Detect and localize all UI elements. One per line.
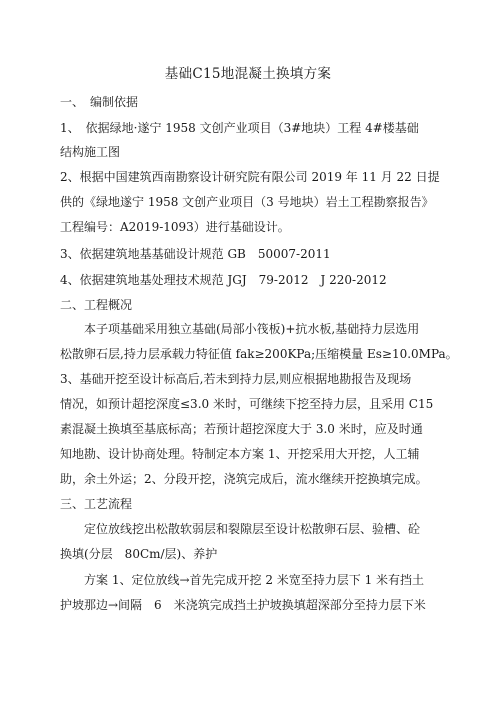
text-line: 松散卵石层,持力层承载力特征值 fak≥200KPa;压缩模量 Es≥10.0MPa。	[60, 347, 458, 361]
text-line: 结构施工图	[60, 145, 121, 159]
text-line: 3、基础开挖至设计标高后,若未到持力层,则应根据地勘报告及现场	[60, 372, 412, 386]
text-line: 知地勘、设计协商处理。特制定本方案 1、开挖采用大开挖，人工辅	[60, 447, 420, 461]
text-line: 助，余土外运；2、分段开挖，浇筑完成后，流水继续开挖换填完成。	[60, 472, 428, 486]
text-line: 3、依据建筑地基基础设计规范 GB 50007-2011	[60, 247, 331, 261]
text-line: 情况，如预计超挖深度≤3.0 米时，可继续下挖至持力层，且采用 C15	[60, 397, 434, 411]
text-line: 供的《绿地遂宁 1958 文创产业项目（3 号地块）岩土工程勘察报告》	[60, 195, 434, 209]
text-line: 换填(分层 80Cm/层)、养护	[60, 547, 218, 561]
text-line: 2、根据中国建筑西南勘察设计研究院有限公司 2019 年 11 月 22 日提	[60, 170, 440, 184]
section-heading-process: 三、工艺流程	[60, 497, 133, 511]
section-heading-overview: 二、工程概况	[60, 298, 133, 312]
text-line: 素混凝土换填至基底标高；若预计超挖深度大于 3.0 米时，应及时通	[60, 422, 423, 436]
text-line: 定位放线挖出松散软弱层和裂隙层至设计松散卵石层、验槽、砼	[60, 522, 421, 536]
text-line: 工程编号：A2019-1093）进行基础设计。	[60, 220, 290, 234]
document-title: 基础C15地混凝土换填方案	[164, 66, 332, 82]
text-line: 本子项基础采用独立基础(局部小筏板)+抗水板,基础持力层选用	[60, 322, 420, 336]
text-line: 1、 依据绿地·遂宁 1958 文创产业项目（3#地块）工程 4#楼基础	[60, 121, 419, 135]
text-line: 方案 1、定位放线→首先完成开挖 2 米宽至持力层下 1 米有挡土	[60, 573, 425, 587]
text-line: 护坡那边→间隔 6 米浇筑完成挡土护坡换填超深部分至持力层下米	[60, 598, 426, 612]
text-line: 4、依据建筑地基处理技术规范 JGJ 79-2012 J 220-2012	[60, 273, 387, 287]
section-heading-basis: 一、 编制依据	[60, 95, 139, 109]
